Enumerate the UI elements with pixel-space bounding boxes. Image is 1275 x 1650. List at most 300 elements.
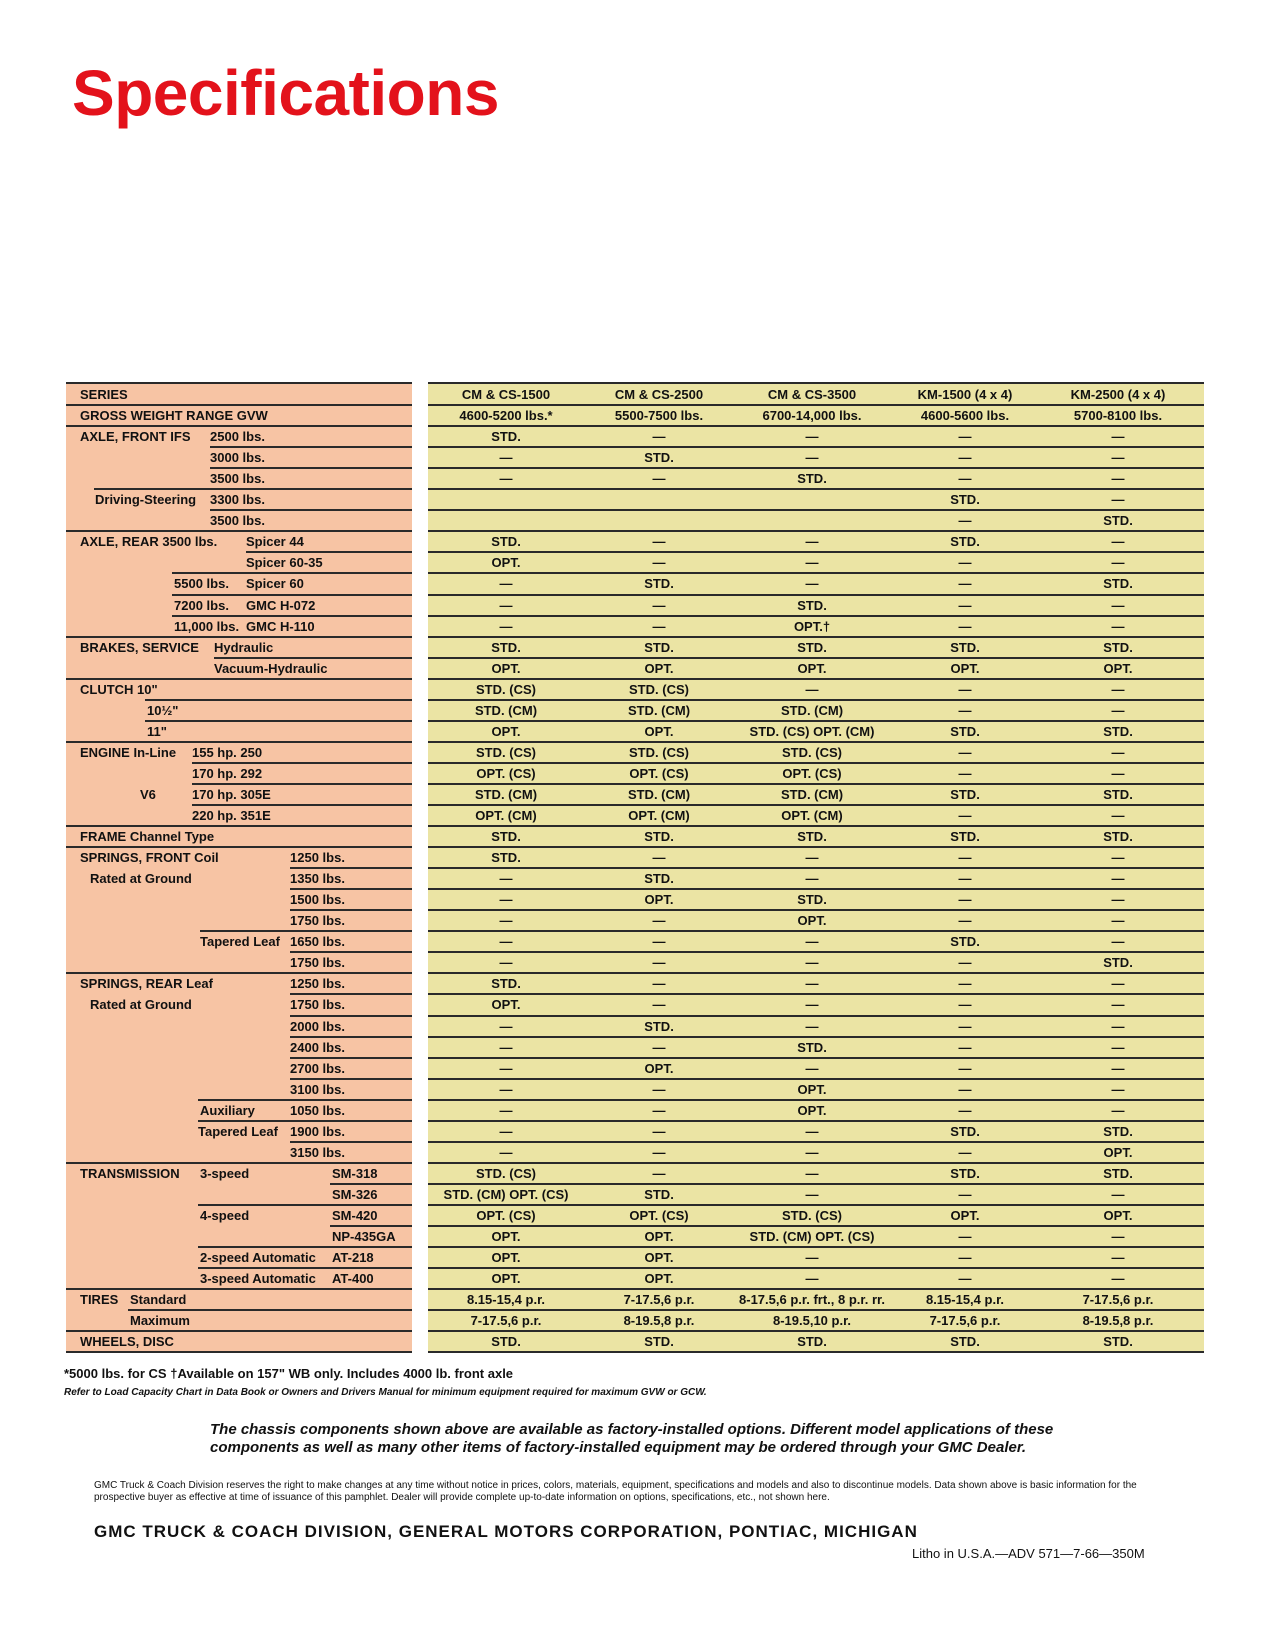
table-cell: OPT. (CS) bbox=[476, 765, 536, 781]
table-cell: 8-19.5,8 p.r. bbox=[1082, 1313, 1154, 1329]
table-cell: OPT. (CM) bbox=[475, 808, 537, 823]
table-row bbox=[0, 931, 1275, 952]
row-label: 2500 lbs. bbox=[210, 429, 265, 445]
table-row bbox=[0, 637, 1275, 658]
table-cell: — bbox=[958, 681, 972, 697]
table-row bbox=[0, 826, 1275, 847]
table-cell: — bbox=[958, 765, 972, 781]
table-cell: — bbox=[958, 597, 972, 613]
row-label: Rated at Ground bbox=[90, 997, 192, 1013]
refer-note: Refer to Load Capacity Chart in Data Book or Owners and Drivers Manual for minimum equipment required for maximum GVW or GCW. bbox=[64, 1387, 707, 1398]
table-cell: — bbox=[805, 1250, 819, 1266]
table-cell: STD. bbox=[491, 1334, 521, 1350]
table-cell: — bbox=[1111, 997, 1125, 1013]
table-cell: 5700-8100 lbs. bbox=[1073, 408, 1163, 424]
table-row bbox=[0, 552, 1275, 573]
litho-code: Litho in U.S.A.—ADV 571—7-66—350M bbox=[912, 1546, 1145, 1561]
table-cell: STD. bbox=[950, 639, 980, 655]
table-cell: 8.15-15,4 p.r. bbox=[466, 1292, 546, 1308]
table-cell: — bbox=[499, 1060, 513, 1076]
row-label: 220 hp. 351E bbox=[192, 808, 271, 823]
table-cell: — bbox=[958, 808, 972, 823]
row-label: SM-420 bbox=[332, 1207, 378, 1223]
row-label: GMC H-110 bbox=[246, 618, 315, 634]
table-cell: — bbox=[958, 450, 972, 466]
row-label: 3500 lbs. bbox=[210, 471, 265, 487]
table-cell: — bbox=[958, 513, 972, 529]
table-row bbox=[0, 1331, 1275, 1352]
row-label: SM-318 bbox=[332, 1165, 378, 1181]
table-cell: — bbox=[805, 976, 819, 992]
table-cell: — bbox=[1111, 534, 1125, 550]
table-row bbox=[0, 742, 1275, 763]
table-cell: STD. bbox=[797, 639, 827, 655]
row-label: 1050 lbs. bbox=[290, 1102, 345, 1118]
table-cell: — bbox=[958, 1186, 972, 1202]
table-cell: — bbox=[1111, 1186, 1125, 1202]
row-label: CLUTCH 10" bbox=[80, 681, 158, 697]
table-cell: — bbox=[499, 1018, 513, 1034]
table-cell: — bbox=[652, 1081, 666, 1097]
table-cell: — bbox=[1111, 1018, 1125, 1034]
table-row bbox=[0, 426, 1275, 447]
table-cell: 7-17.5,6 p.r. bbox=[470, 1313, 542, 1329]
table-cell: — bbox=[499, 1081, 513, 1097]
table-cell: OPT. bbox=[644, 660, 674, 676]
row-label: 3-speed Automatic bbox=[200, 1271, 316, 1287]
row-label: SPRINGS, FRONT Coil bbox=[80, 850, 219, 866]
table-cell: — bbox=[958, 871, 972, 887]
table-cell: STD. bbox=[1103, 829, 1133, 845]
table-row bbox=[0, 805, 1275, 826]
table-cell: STD. bbox=[797, 471, 827, 487]
row-label: 1500 lbs. bbox=[290, 892, 345, 908]
table-cell: STD. (CM) bbox=[474, 702, 538, 718]
table-row bbox=[0, 1058, 1275, 1079]
table-cell: STD. bbox=[644, 1018, 674, 1034]
table-cell: — bbox=[805, 681, 819, 697]
table-cell: — bbox=[1111, 913, 1125, 929]
table-cell: — bbox=[1111, 765, 1125, 781]
table-cell: STD. (CM) OPT. (CS) bbox=[749, 1229, 875, 1244]
table-cell: — bbox=[958, 1018, 972, 1034]
table-cell: STD. bbox=[1103, 1123, 1133, 1139]
row-label: 3-speed bbox=[200, 1165, 250, 1181]
table-cell: OPT. bbox=[950, 660, 980, 676]
table-cell: — bbox=[1111, 429, 1125, 445]
table-cell: OPT. bbox=[644, 1060, 674, 1076]
table-cell: — bbox=[1111, 492, 1125, 508]
corporation-name: GMC TRUCK & COACH DIVISION, GENERAL MOTORS CORPORATION, PONTIAC, MICHIGAN bbox=[94, 1522, 918, 1541]
row-label: 170 hp. 292 bbox=[192, 765, 263, 781]
table-cell: 8.15-15,4 p.r. bbox=[925, 1292, 1005, 1308]
row-label: 1900 lbs. bbox=[290, 1123, 345, 1139]
table-cell: — bbox=[652, 934, 666, 950]
table-cell: OPT. bbox=[797, 660, 827, 676]
table-cell: STD. (CS) bbox=[782, 744, 842, 760]
table-row bbox=[0, 994, 1275, 1015]
table-row bbox=[0, 679, 1275, 700]
table-cell: STD. bbox=[491, 850, 521, 866]
table-cell: 8-17.5,6 p.r. frt., 8 p.r. rr. bbox=[739, 1292, 885, 1308]
table-cell: — bbox=[1111, 934, 1125, 950]
table-row bbox=[0, 1247, 1275, 1268]
table-cell: — bbox=[805, 997, 819, 1013]
row-label: 3150 lbs. bbox=[290, 1144, 345, 1160]
table-cell: 4600-5200 lbs.* bbox=[459, 408, 553, 424]
table-cell: STD. bbox=[491, 976, 521, 992]
table-cell: — bbox=[805, 1186, 819, 1202]
table-cell: — bbox=[499, 1144, 513, 1160]
table-cell: — bbox=[652, 1039, 666, 1055]
table-cell: — bbox=[499, 1123, 513, 1139]
table-cell: STD. bbox=[1103, 786, 1133, 802]
row-label: Hydraulic bbox=[214, 639, 274, 655]
fine-print: GMC Truck & Coach Division reserves the right to make changes at any time without notice in prices, colors, materials, equipment, specifications and models and also to discontinue models. Data shown above is basic information for the prospective buyer as effective at time of issuance of this pamphlet. Dealer will provide complete up-to-date information on options, specifications, etc., not shown here. bbox=[94, 1480, 1137, 1503]
table-cell: STD. bbox=[491, 829, 521, 845]
table-cell: — bbox=[958, 1102, 972, 1118]
table-cell: STD. bbox=[644, 576, 674, 592]
table-cell: — bbox=[499, 471, 513, 487]
table-row bbox=[0, 952, 1275, 973]
table-cell: OPT. (CS) bbox=[782, 765, 842, 781]
row-label: BRAKES, SERVICE bbox=[80, 639, 199, 655]
table-cell: — bbox=[958, 1271, 972, 1287]
table-cell: STD. bbox=[1103, 639, 1133, 655]
table-row bbox=[0, 1226, 1275, 1247]
table-cell: — bbox=[499, 450, 513, 466]
table-cell: — bbox=[958, 850, 972, 866]
row-label: TRANSMISSION bbox=[80, 1165, 180, 1181]
table-row bbox=[0, 910, 1275, 931]
table-cell: KM-2500 (4 x 4) bbox=[1070, 387, 1166, 402]
table-cell: STD. bbox=[644, 1186, 674, 1202]
row-label: NP-435GA bbox=[332, 1229, 396, 1244]
table-top-rule bbox=[66, 382, 412, 384]
table-cell: OPT. bbox=[491, 997, 521, 1013]
row-label: Driving-Steering bbox=[95, 492, 197, 508]
table-cell: — bbox=[958, 1081, 972, 1097]
row-label: 2700 lbs. bbox=[290, 1060, 345, 1076]
table-cell: STD. bbox=[950, 786, 980, 802]
page-title: Specifications bbox=[72, 57, 499, 129]
table-cell: STD. bbox=[1103, 513, 1133, 529]
table-cell: STD. (CS) bbox=[629, 744, 689, 760]
table-cell: — bbox=[652, 1102, 666, 1118]
table-cell: OPT. bbox=[644, 1250, 674, 1266]
table-row bbox=[0, 384, 1275, 405]
row-label: 2400 lbs. bbox=[290, 1039, 345, 1055]
row-label: 11,000 lbs. bbox=[174, 618, 240, 634]
table-cell: — bbox=[958, 555, 972, 571]
row-label: 1650 lbs. bbox=[290, 934, 345, 950]
table-cell: STD. bbox=[1103, 576, 1133, 592]
table-cell: OPT. bbox=[797, 1102, 827, 1118]
row-label: AXLE, REAR 3500 lbs. bbox=[80, 534, 218, 550]
footnote: *5000 lbs. for CS †Available on 157" WB only. Includes 4000 lb. front axle bbox=[64, 1366, 514, 1381]
table-cell: STD. bbox=[644, 871, 674, 887]
table-cell: OPT. bbox=[644, 1229, 674, 1244]
table-cell: — bbox=[652, 534, 666, 550]
table-row bbox=[0, 700, 1275, 721]
table-cell: — bbox=[1111, 850, 1125, 866]
table-cell: OPT. bbox=[1103, 660, 1133, 676]
table-cell: 7-17.5,6 p.r. bbox=[929, 1313, 1001, 1329]
table-row bbox=[0, 721, 1275, 742]
table-cell: — bbox=[805, 850, 819, 866]
table-cell: — bbox=[805, 534, 819, 550]
table-cell: — bbox=[958, 913, 972, 929]
table-cell: — bbox=[1111, 1271, 1125, 1287]
row-label: Rated at Ground bbox=[90, 871, 192, 887]
row-label: Standard bbox=[130, 1292, 187, 1308]
table-cell: — bbox=[958, 892, 972, 908]
table-cell: — bbox=[1111, 702, 1125, 718]
table-cell: CM & CS-3500 bbox=[767, 387, 857, 402]
table-cell: — bbox=[958, 1039, 972, 1055]
table-cell: CM & CS-2500 bbox=[614, 387, 704, 402]
row-divider bbox=[428, 1351, 1204, 1353]
table-cell: — bbox=[652, 597, 666, 613]
table-cell: — bbox=[499, 576, 513, 592]
row-label: 2000 lbs. bbox=[290, 1018, 345, 1034]
table-row bbox=[0, 1310, 1275, 1331]
table-cell: STD. bbox=[950, 829, 980, 845]
table-cell: 4600-5600 lbs. bbox=[920, 408, 1010, 424]
table-cell: OPT. bbox=[491, 1250, 521, 1266]
table-cell: — bbox=[958, 1250, 972, 1266]
table-cell: STD. bbox=[644, 829, 674, 845]
table-cell: STD. (CS) bbox=[629, 681, 689, 697]
table-row bbox=[0, 847, 1275, 868]
table-cell: — bbox=[805, 1165, 819, 1181]
row-label: 3000 lbs. bbox=[210, 450, 265, 466]
table-row bbox=[0, 1037, 1275, 1058]
table-top-rule bbox=[428, 382, 1204, 384]
row-label: TIRES bbox=[80, 1292, 119, 1308]
row-label: Tapered Leaf bbox=[200, 934, 280, 950]
table-cell: OPT. bbox=[797, 913, 827, 929]
row-label: SPRINGS, REAR Leaf bbox=[80, 976, 213, 992]
table-cell: — bbox=[958, 1060, 972, 1076]
row-label: SERIES bbox=[80, 387, 128, 402]
row-label: Maximum bbox=[130, 1313, 190, 1329]
table-cell: STD. bbox=[950, 1123, 980, 1139]
table-cell: 5500-7500 lbs. bbox=[614, 408, 704, 424]
table-cell: STD. bbox=[797, 1334, 827, 1350]
table-row bbox=[0, 616, 1275, 637]
table-cell: OPT. (CS) bbox=[476, 1207, 536, 1223]
table-cell: OPT. (CM) bbox=[628, 808, 690, 823]
table-cell: — bbox=[1111, 471, 1125, 487]
table-cell: — bbox=[652, 429, 666, 445]
table-cell: — bbox=[958, 976, 972, 992]
table-row bbox=[0, 468, 1275, 489]
table-cell: — bbox=[499, 934, 513, 950]
table-cell: OPT. bbox=[644, 892, 674, 908]
row-label: 3300 lbs. bbox=[210, 492, 265, 508]
row-label: 1250 lbs. bbox=[290, 976, 345, 992]
table-cell: OPT. bbox=[950, 1207, 980, 1223]
table-cell: STD. bbox=[797, 829, 827, 845]
table-cell: — bbox=[499, 871, 513, 887]
table-cell: STD. bbox=[950, 1334, 980, 1350]
table-cell: — bbox=[499, 597, 513, 613]
table-cell: — bbox=[1111, 618, 1125, 634]
table-cell: OPT. (CS) bbox=[629, 765, 689, 781]
row-divider bbox=[66, 1351, 412, 1353]
table-cell: — bbox=[1111, 1102, 1125, 1118]
table-cell: STD. (CM) bbox=[627, 702, 691, 718]
table-cell: OPT. bbox=[644, 1271, 674, 1287]
table-cell: — bbox=[1111, 1250, 1125, 1266]
table-cell: STD. (CS) bbox=[476, 1165, 536, 1181]
table-cell: — bbox=[1111, 1081, 1125, 1097]
table-cell: 8-19.5,10 p.r. bbox=[772, 1313, 852, 1329]
row-label: 1350 lbs. bbox=[290, 871, 345, 887]
row-label: 11" bbox=[147, 723, 167, 739]
table-cell: — bbox=[499, 913, 513, 929]
table-cell: — bbox=[958, 471, 972, 487]
table-cell: STD. (CM) bbox=[780, 702, 844, 718]
row-label: AT-218 bbox=[332, 1250, 374, 1266]
table-row bbox=[0, 973, 1275, 994]
table-cell: OPT. bbox=[491, 555, 521, 571]
table-cell: OPT. bbox=[1103, 1144, 1133, 1160]
row-label: 3500 lbs. bbox=[210, 513, 265, 529]
table-cell: — bbox=[805, 1123, 819, 1139]
table-cell: STD. (CS) bbox=[782, 1207, 842, 1223]
table-cell: STD. (CS) bbox=[476, 744, 536, 760]
table-cell: STD. (CM) OPT. (CS) bbox=[443, 1186, 569, 1202]
table-cell: OPT. bbox=[1103, 1207, 1133, 1223]
table-cell: — bbox=[805, 1018, 819, 1034]
table-row bbox=[0, 1268, 1275, 1289]
table-row bbox=[0, 510, 1275, 531]
table-cell: OPT. bbox=[491, 660, 521, 676]
table-cell: — bbox=[805, 555, 819, 571]
table-cell: — bbox=[652, 471, 666, 487]
table-cell: — bbox=[958, 429, 972, 445]
row-label: 4-speed bbox=[200, 1207, 250, 1223]
table-cell: — bbox=[805, 1271, 819, 1287]
table-row bbox=[0, 1121, 1275, 1142]
table-cell: — bbox=[652, 1144, 666, 1160]
row-label: Vacuum-Hydraulic bbox=[214, 660, 328, 676]
table-row bbox=[0, 405, 1275, 426]
table-cell: — bbox=[499, 892, 513, 908]
row-label: 7200 lbs. bbox=[174, 597, 229, 613]
table-row bbox=[0, 1016, 1275, 1037]
table-cell: OPT. bbox=[644, 723, 674, 739]
table-cell: STD. bbox=[491, 534, 521, 550]
table-row bbox=[0, 1184, 1275, 1205]
table-cell: OPT. bbox=[491, 1229, 521, 1244]
row-label: V6 bbox=[140, 786, 156, 802]
table-cell: STD. (CM) bbox=[474, 786, 538, 802]
table-cell: — bbox=[958, 576, 972, 592]
table-cell: 8-19.5,8 p.r. bbox=[623, 1313, 695, 1329]
table-cell: — bbox=[958, 955, 972, 971]
table-row bbox=[0, 868, 1275, 889]
table-cell: OPT. (CS) bbox=[629, 1207, 689, 1223]
row-label: 5500 lbs. bbox=[174, 576, 229, 592]
row-label: GROSS WEIGHT RANGE GVW bbox=[80, 408, 268, 424]
table-cell: — bbox=[1111, 892, 1125, 908]
table-cell: 7-17.5,6 p.r. bbox=[623, 1292, 695, 1308]
row-label: Tapered Leaf bbox=[198, 1123, 278, 1139]
table-cell: — bbox=[805, 429, 819, 445]
table-row bbox=[0, 1163, 1275, 1184]
row-label: AXLE, FRONT IFS bbox=[80, 429, 191, 445]
table-cell: — bbox=[652, 997, 666, 1013]
row-label: ENGINE In-Line bbox=[80, 744, 177, 760]
table-cell: STD. bbox=[950, 723, 980, 739]
table-cell: — bbox=[1111, 681, 1125, 697]
table-cell: STD. (CM) bbox=[627, 786, 691, 802]
table-cell: — bbox=[805, 1060, 819, 1076]
row-label: 1750 lbs. bbox=[290, 955, 345, 971]
table-row bbox=[0, 658, 1275, 679]
row-label: GMC H-072 bbox=[246, 597, 316, 613]
table-cell: STD. bbox=[797, 892, 827, 908]
chassis-note: The chassis components shown above are available as factory-installed options. Different model applications of these components as well as many other items of factory-installed equipment may be ordered through your GMC Dealer. bbox=[210, 1421, 1054, 1456]
table-row bbox=[0, 763, 1275, 784]
table-cell: — bbox=[652, 913, 666, 929]
table-row bbox=[0, 784, 1275, 805]
row-label: 1250 lbs. bbox=[290, 850, 345, 866]
table-cell: OPT. bbox=[491, 723, 521, 739]
table-cell: STD. bbox=[1103, 955, 1133, 971]
table-cell: STD. bbox=[491, 429, 521, 445]
table-cell: STD. bbox=[950, 934, 980, 950]
row-label: 1750 lbs. bbox=[290, 997, 345, 1013]
table-cell: — bbox=[652, 618, 666, 634]
table-cell: — bbox=[652, 955, 666, 971]
table-cell: — bbox=[1111, 555, 1125, 571]
table-row bbox=[0, 595, 1275, 616]
table-row bbox=[0, 1142, 1275, 1163]
table-row bbox=[0, 1289, 1275, 1310]
table-row bbox=[0, 573, 1275, 594]
table-cell: STD. bbox=[797, 1039, 827, 1055]
row-label: 1750 lbs. bbox=[290, 913, 345, 929]
row-label: 170 hp. 305E bbox=[192, 786, 271, 802]
table-cell: — bbox=[958, 1229, 972, 1244]
table-cell: — bbox=[958, 744, 972, 760]
table-cell: — bbox=[652, 850, 666, 866]
row-label: Spicer 60 bbox=[246, 576, 304, 592]
table-cell: OPT. (CM) bbox=[781, 808, 843, 823]
row-label: Spicer 60-35 bbox=[246, 555, 323, 571]
table-cell: — bbox=[805, 955, 819, 971]
table-cell: — bbox=[652, 1165, 666, 1181]
table-cell: — bbox=[958, 997, 972, 1013]
table-row bbox=[0, 889, 1275, 910]
table-cell: — bbox=[499, 1102, 513, 1118]
table-cell: — bbox=[1111, 450, 1125, 466]
table-cell: — bbox=[958, 702, 972, 718]
table-cell: — bbox=[805, 934, 819, 950]
row-label: Spicer 44 bbox=[246, 534, 304, 550]
table-cell: STD. bbox=[950, 1165, 980, 1181]
row-label: Auxiliary bbox=[200, 1102, 255, 1118]
row-label: AT-400 bbox=[332, 1271, 374, 1287]
table-row bbox=[0, 531, 1275, 552]
table-cell: — bbox=[1111, 976, 1125, 992]
table-cell: — bbox=[958, 1144, 972, 1160]
row-label: 10½" bbox=[147, 702, 179, 718]
